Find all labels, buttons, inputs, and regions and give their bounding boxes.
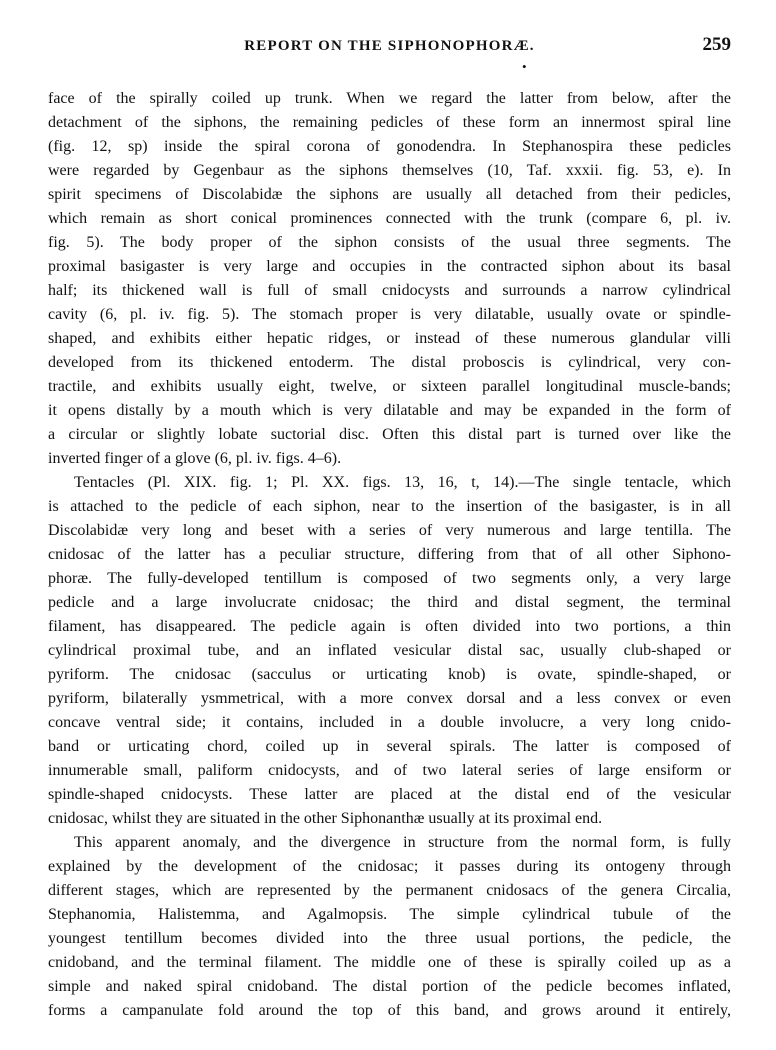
text-line: Tentacles (Pl. XIX. fig. 1; Pl. XX. figs. 13, 16, t, 14).—The single tentacle, which <box>74 474 731 491</box>
text-line: Stephanomia, Halistemma, and Agalmopsis. The simple cylindrical tubule of the <box>48 906 731 923</box>
text-line: innumerable small, paliform cnidocysts, and of two lateral series of large ensiform or <box>48 762 731 779</box>
text-line: were regarded by Gegenbaur as the siphons themselves (10, Taf. xxxii. fig. 53, e). In <box>48 162 731 179</box>
text-line: it opens distally by a mouth which is very dilatable and may be expanded in the form of <box>48 402 731 419</box>
text-line: half; its thickened wall is full of small cnidocysts and surrounds a narrow cylindrical <box>48 282 731 299</box>
text-line: which remain as short conical prominences connected with the trunk (compare 6, pl. iv. <box>48 210 731 227</box>
header-mark: • <box>522 59 527 74</box>
text-line: cavity (6, pl. iv. fig. 5). The stomach proper is very dilatable, usually ovate or spindle- <box>48 306 731 323</box>
text-line: tractile, and exhibits usually eight, twelve, or sixteen parallel longitudinal muscle-bands; <box>48 378 731 395</box>
body-text <box>48 87 731 1023</box>
text-line: fig. 5). The body proper of the siphon consists of the usual three segments. The <box>48 234 731 251</box>
text-line: forms a campanulate fold around the top of this band, and grows around it entirely, <box>48 1002 731 1019</box>
text-line: developed from its thickened entoderm. The distal proboscis is cylindrical, very con- <box>48 354 731 371</box>
running-title: REPORT ON THE SIPHONOPHORÆ. <box>244 38 535 54</box>
text-line: pedicle and a large involucrate cnidosac; the third and distal segment, the terminal <box>48 594 731 611</box>
text-line: band or urticating chord, coiled up in several spirals. The latter is composed of <box>48 738 731 755</box>
text-line: pyriform. The cnidosac (sacculus or urticating knob) is ovate, spindle-shaped, or <box>48 666 731 683</box>
text-line: spirit specimens of Discolabidæ the siphons are usually all detached from their pedicles, <box>48 186 731 203</box>
text-line: shaped, and exhibits either hepatic ridges, or instead of these numerous glandular villi <box>48 330 731 347</box>
text-line: concave ventral side; it contains, included in a double involucre, a very long cnido- <box>48 714 731 731</box>
text-line: spindle-shaped cnidocysts. These latter are placed at the distal end of the vesicular <box>48 786 731 803</box>
text-line: explained by the development of the cnidosac; it passes during its ontogeny through <box>48 858 731 875</box>
text-line: This apparent anomaly, and the divergence in structure from the normal form, is fully <box>74 834 731 851</box>
text-line: inverted finger of a glove (6, pl. iv. figs. 4–6). <box>48 450 342 467</box>
text-line: youngest tentillum becomes divided into the three usual portions, the pedicle, the <box>48 930 731 947</box>
paragraph-anomaly <box>48 831 731 1023</box>
text-line: cnidosac of the latter has a peculiar structure, differing from that of all other Siphono- <box>48 546 731 563</box>
text-line: a circular or slightly lobate suctorial disc. Often this distal part is turned over like the <box>48 426 731 443</box>
text-line: proximal basigaster is very large and occupies in the contracted siphon about its basal <box>48 258 731 275</box>
text-line: different stages, which are represented by the permanent cnidosacs of the genera Circalia, <box>48 882 731 899</box>
text-line: cylindrical proximal tube, and an inflated vesicular distal sac, usually club-shaped or <box>48 642 731 659</box>
text-line: phoræ. The fully-developed tentillum is composed of two segments only, a very large <box>48 570 731 587</box>
text-line: filament, has disappeared. The pedicle again is often divided into two portions, a thin <box>48 618 731 635</box>
text-line: simple and naked spiral cnidoband. The distal portion of the pedicle becomes inflated, <box>48 978 731 995</box>
text-line: cnidoband, and the terminal filament. The middle one of these is spirally coiled up as a <box>48 954 731 971</box>
paragraph-siphon-description <box>48 87 731 471</box>
text-line: (fig. 12, sp) inside the spiral corona of gonodendra. In Stephanospira these pedicles <box>48 138 731 155</box>
text-line: is attached to the pedicle of each siphon, near to the insertion of the basigaster, is in all <box>48 498 731 515</box>
text-line: face of the spirally coiled up trunk. When we regard the latter from below, after the <box>48 90 731 107</box>
paragraph-tentacles <box>48 471 731 831</box>
text-line: cnidosac, whilst they are situated in the other Siphonanthæ usually at its proximal end. <box>48 810 603 827</box>
text-line: Discolabidæ very long and beset with a series of very numerous and large tentilla. The <box>48 522 731 539</box>
page-number: 259 <box>702 34 731 55</box>
page-header <box>48 34 731 74</box>
text-line: detachment of the siphons, the remaining pedicles of these form an innermost spiral line <box>48 114 731 131</box>
text-line: pyriform, bilaterally ysmmetrical, with a more convex dorsal and a less convex or even <box>48 690 731 707</box>
